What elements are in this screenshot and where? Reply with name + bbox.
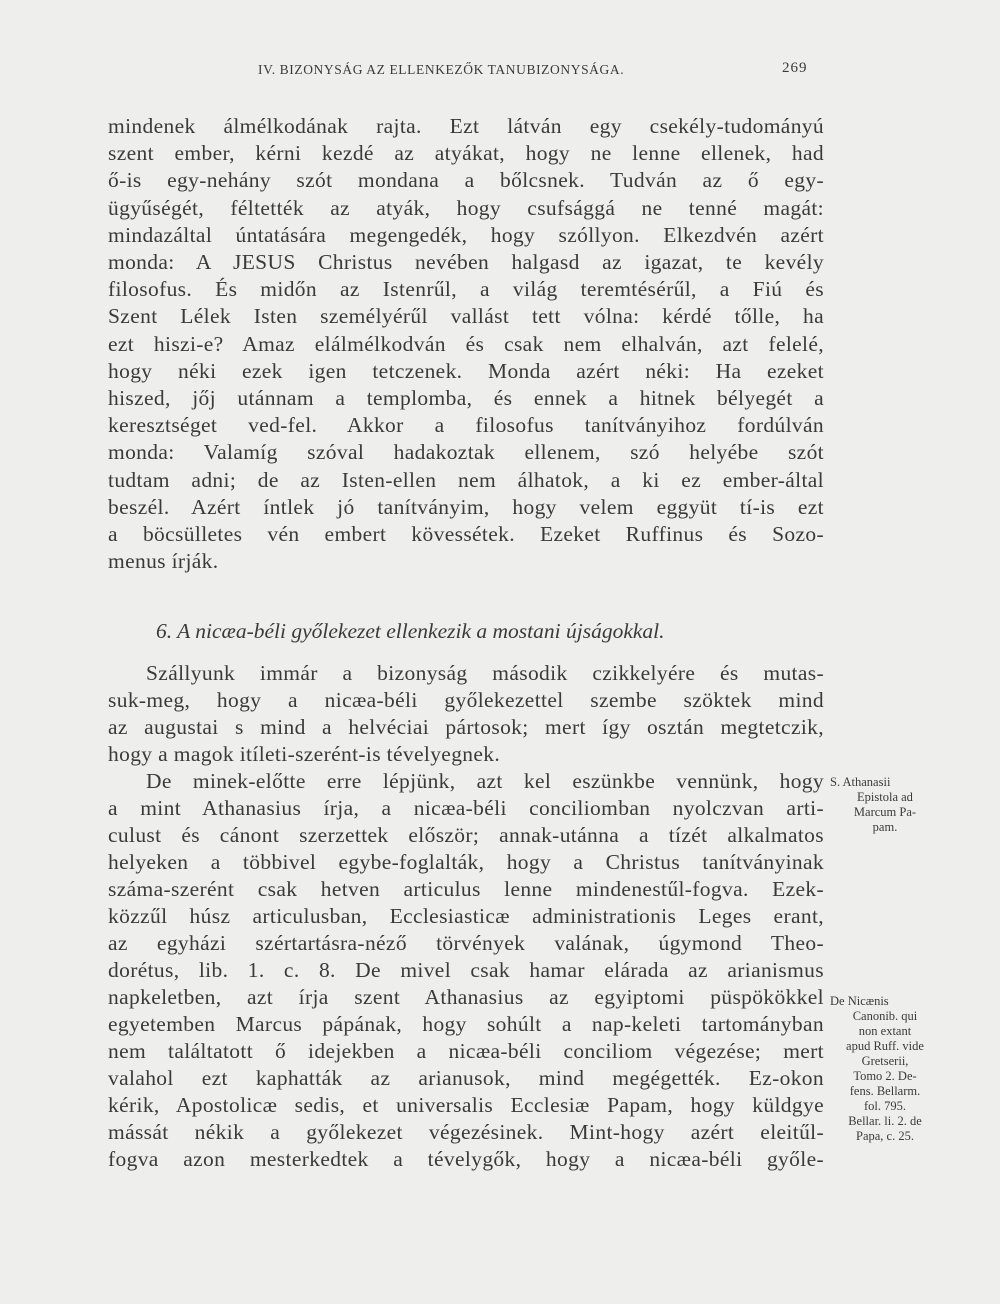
text-line: Szent Lélek Isten személyérűl vallást tett vólna: kérdé tőlle, ha — [108, 304, 824, 329]
text-line: Szállyunk immár a bizonyság második czikkelyére és mutas- — [146, 661, 824, 685]
text-line: mássát nékik a győlekezet végezésinek. Mint-hogy azért eleitűl- — [108, 1120, 824, 1144]
running-head: IV. BIZONYSÁG AZ ELLENKEZŐK TANUBIZONYSÁGA. — [258, 62, 625, 77]
margin-note-line: Canonib. qui — [852, 1009, 918, 1023]
text-line: napkeletben, azt írja szent Athanasius az egyiptomi püspökökkel — [108, 985, 824, 1009]
text-line: hiszed, jőj utánnam a templomba, és ennek a hitnek bélyegét a — [108, 386, 824, 410]
text-line: hogy néki ezek igen tetczenek. Monda azért néki: Ha ezeket — [108, 358, 824, 383]
text-line: kérik, Apostolicæ sedis, et universalis Ecclesiæ Papam, hogy küldgye — [108, 1093, 824, 1117]
text-line: monda: Valamíg szóval hadakoztak ellenem, szó helyébe szót — [108, 440, 824, 465]
page-number: 269 — [782, 60, 808, 76]
text-line: ezt hiszi-e? Amaz elálmélkodván és csak nem elhalván, azt felelé, — [108, 331, 824, 356]
text-line: dorétus, lib. 1. c. 8. De mivel csak hamar elárada az arianismus — [108, 958, 824, 982]
text-line: a böcsülletes vén embert kövessétek. Ezeket Ruffinus és Sozo- — [108, 522, 824, 546]
text-line: menus írják. — [108, 549, 219, 574]
text-line: filosofus. És midőn az Istenrűl, a világ teremtésérűl, a Fiú és — [108, 277, 824, 302]
margin-note-line: Marcum Pa- — [853, 805, 917, 819]
text-line: ügyűségét, féltették az atyák, hogy csufsággá ne tenné magát: — [108, 195, 824, 220]
text-line: culust és cánont szerzettek először; annak-utánna a tízét alkalmatos — [108, 823, 824, 847]
margin-note-line: Bellar. li. 2. de — [848, 1114, 922, 1128]
margin-note-line: Epistola ad — [857, 790, 913, 804]
margin-note-line: S. Athanasii — [830, 775, 891, 789]
text-line: közzűl húsz articulusban, Ecclesiasticæ administrationis Leges erant, — [108, 904, 824, 928]
margin-note-line: non extant — [858, 1024, 912, 1038]
text-line: suk-meg, hogy a nicæa-béli győlekezettel szembe szöktek mind — [108, 688, 824, 712]
text-line: nem találtatott ő idejekben a nicæa-béli conciliom végezése; mert — [108, 1039, 824, 1063]
text-line: monda: A JESUS Christus nevében halgasd az igazat, te kevély — [108, 250, 824, 274]
margin-note-line: De Nicænis — [830, 994, 889, 1008]
margin-note — [830, 775, 940, 835]
text-line: az augustai s mind a helvéciai pártosok; mert így osztán megtetczik, — [108, 715, 824, 739]
margin-note-line: apud Ruff. vide — [846, 1039, 924, 1053]
text-line: az egyházi szértartásra-néző törvények valának, úgymond Theo- — [108, 931, 824, 955]
margin-note-line: Tomo 2. De- — [853, 1069, 917, 1083]
text-line: helyeken a többivel egybe-foglalták, hogy a Christus tanítványinak — [108, 850, 824, 874]
text-line: a mint Athanasius írja, a nicæa-béli conciliomban nyolczvan arti- — [108, 796, 824, 820]
text-line: hogy a magok itíleti-szerént-is tévelyegnek. — [108, 742, 501, 766]
margin-note-line: Gretserii, — [861, 1054, 909, 1068]
section-heading: 6. A nicæa-béli győlekezet ellenkezik a mostani újságokkal. — [156, 619, 665, 643]
text-line: ő-is egy-nehány szót mondana a bőlcsnek. Tudván az ő egy- — [108, 168, 824, 193]
text-line: valahol ezt kaphatták az arianusok, mind megégették. Ez-okon — [108, 1066, 824, 1090]
text-line: De minek-előtte erre lépjünk, azt kel eszünkbe vennünk, hogy — [146, 769, 824, 793]
text-line: mindazáltal úntatására megengedék, hogy szóllyon. Elkezdvén azért — [108, 222, 824, 247]
text-line: fogva azon mesterkedtek a tévelygők, hogy a nicæa-béli győle- — [108, 1147, 824, 1171]
text-line: mindenek álmélkodának rajta. Ezt látván egy csekély-tudományú — [108, 114, 824, 138]
margin-note-line: Papa, c. 25. — [856, 1129, 914, 1143]
text-line: szent ember, kérni kezdé az atyákat, hogy ne lenne ellenek, had — [108, 141, 824, 166]
text-line: beszél. Azért íntlek jó tanítványim, hogy velem eggyüt tí-is ezt — [108, 494, 824, 519]
text-line: keresztséget ved-fel. Akkor a filosofus tanítványihoz fordúlván — [108, 413, 824, 438]
text-line: száma-szerént csak hetven articulus lenne mindenestűl-fogva. Ezek- — [108, 877, 824, 901]
margin-note — [830, 994, 940, 1144]
margin-note-line: pam. — [872, 820, 898, 834]
text-line: egyetemben Marcus pápának, hogy sohúlt a nap-keleti tartományban — [108, 1012, 824, 1036]
text-line: tudtam adni; de az Isten-ellen nem álhatok, a ki ez ember-által — [108, 467, 824, 492]
margin-note-line: fol. 795. — [863, 1099, 906, 1113]
margin-note-line: fens. Bellarm. — [849, 1084, 921, 1098]
